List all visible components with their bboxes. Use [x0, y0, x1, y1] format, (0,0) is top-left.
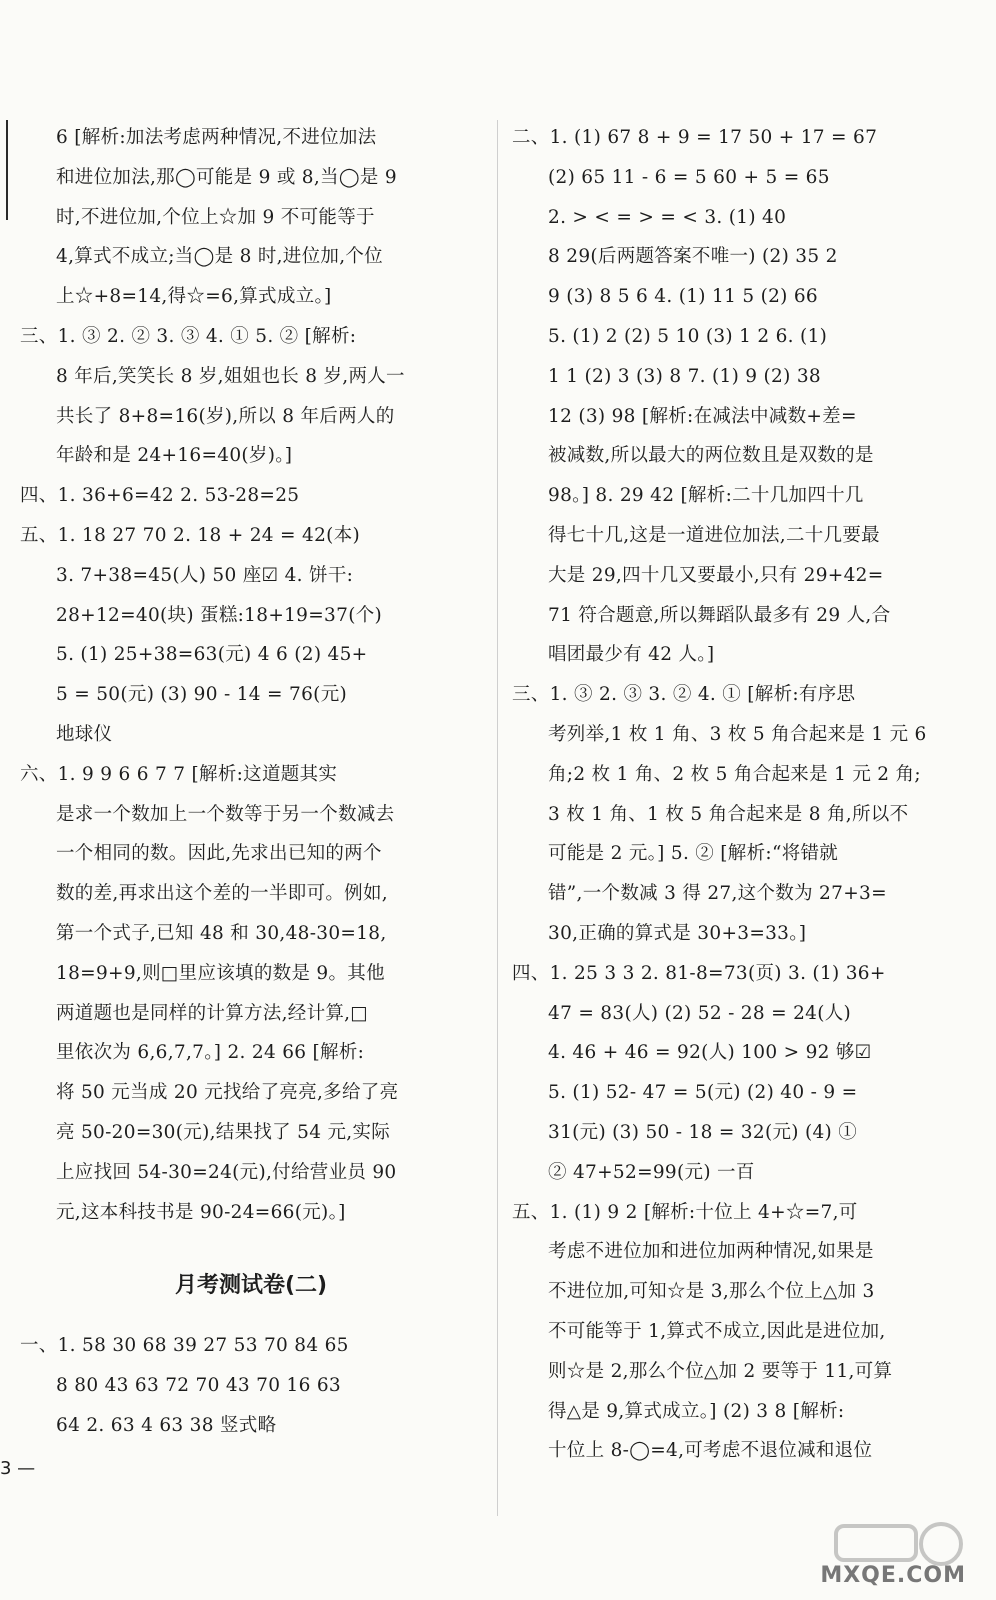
text-line: 亮 50-20=30(元),结果找了 54 元,实际 [56, 1121, 391, 1143]
text-line: 年龄和是 24+16=40(岁)。] [56, 445, 293, 467]
section-five-line: 五、1. (1) 9 2 [解析:十位上 4+☆=7,可 [512, 1201, 858, 1223]
section-four-line: 四、1. 36+6=42 2. 53-28=25 [20, 485, 300, 507]
text-line: 被减数,所以最大的两位数且是双数的是 [548, 445, 874, 467]
text-line: 考虑不进位加和进位加两种情况,如果是 [548, 1241, 874, 1263]
text-line: 31(元) (3) 50 - 18 = 32(元) (4) ① [548, 1121, 858, 1143]
text-line: 1 1 (2) 3 (3) 8 7. (1) 9 (2) 38 [548, 365, 821, 387]
text-line: 5. (1) 2 (2) 5 10 (3) 1 2 6. (1) [548, 325, 828, 347]
text-line: 第一个式子,已知 48 和 30,48-30=18, [56, 922, 387, 944]
text-line: 元,这本科技书是 90-24=66(元)。] [56, 1201, 346, 1223]
text-line: 8 年后,笑笑长 8 岁,姐姐也长 8 岁,两人一 [56, 365, 405, 387]
section-two-line: 二、1. (1) 67 8 + 9 = 17 50 + 17 = 67 [512, 127, 878, 148]
text-line: 64 2. 63 4 63 38 竖式略 [56, 1414, 277, 1436]
text-line: 6 [解析:加法考虑两种情况,不进位加法 [56, 127, 377, 148]
text-line: 不可能等于 1,算式不成立,因此是进位加, [548, 1320, 886, 1342]
text-line: 大是 29,四十几又要最小,只有 29+42= [548, 564, 884, 586]
text-line: 地球仪 [56, 723, 113, 745]
text-line: 错”,一个数减 3 得 27,这个数为 27+3= [548, 883, 887, 905]
text-line: 18=9+9,则□里应该填的数是 9。其他 [56, 962, 385, 984]
text-line: 考列举,1 枚 1 角、3 枚 5 角合起来是 1 元 6 [548, 723, 927, 745]
text-line: 角;2 枚 1 角、2 枚 5 角合起来是 1 元 2 角; [548, 763, 921, 785]
text-line: 十位上 8-◯=4,可考虑不退位减和退位 [548, 1440, 873, 1462]
text-line: 3 枚 1 角、1 枚 5 角合起来是 8 角,所以不 [548, 803, 909, 825]
text-line: 是求一个数加上一个数等于另一个数减去 [56, 803, 395, 825]
text-line: 8 29(后两题答案不唯一) (2) 35 2 [548, 246, 838, 268]
right-column [512, 118, 982, 1471]
text-line: 得七十几,这是一道进位加法,二十几要最 [548, 524, 880, 546]
text-line: 则☆是 2,那么个位△加 2 要等于 11,可算 [548, 1360, 893, 1382]
text-line: 时,不进位加,个位上☆加 9 不可能等于 [56, 206, 375, 228]
watermark-text: MXQE.COM [820, 1563, 966, 1588]
column-divider [497, 120, 498, 1516]
text-line: 数的差,再求出这个差的一半即可。例如, [56, 883, 388, 905]
text-line: 两道题也是同样的计算方法,经计算,□ [56, 1002, 369, 1024]
text-line: 98。] 8. 29 42 [解析:二十几加四十几 [548, 485, 864, 507]
text-line: 8 80 43 63 72 70 43 70 16 63 [56, 1375, 341, 1397]
text-line: 30,正确的算式是 30+3=33。] [548, 922, 807, 944]
text-line: 4,算式不成立;当◯是 8 时,进位加,个位 [56, 246, 383, 268]
section-one-line: 一、1. 58 30 68 39 27 53 70 84 65 [20, 1335, 349, 1357]
text-line: 和进位加法,那◯可能是 9 或 8,当◯是 9 [56, 166, 397, 188]
text-line: 4. 46 + 46 = 92(人) 100 > 92 够☑ [548, 1042, 872, 1064]
text-line: 9 (3) 8 5 6 4. (1) 11 5 (2) 66 [548, 286, 819, 308]
page-number: 3 — [0, 1458, 36, 1479]
section-three-line: 三、1. ③ 2. ② 3. ③ 4. ① 5. ② [解析: [20, 325, 357, 347]
text-line: 2. > < = > = < 3. (1) 40 [548, 206, 787, 228]
left-column [20, 118, 482, 1446]
section-heading: 月考测试卷(二) [174, 1273, 328, 1299]
text-line: 71 符合题意,所以舞蹈队最多有 29 人,合 [548, 604, 891, 626]
text-line: 12 (3) 98 [解析:在减法中减数+差= [548, 405, 857, 427]
text-line: 47 = 83(人) (2) 52 - 28 = 24(人) [548, 1002, 852, 1024]
section-five-line: 五、1. 18 27 70 2. 18 + 24 = 42(本) [20, 524, 361, 546]
margin-rule [6, 120, 8, 220]
text-line: 一个相同的数。因此,先求出已知的两个 [56, 843, 382, 865]
text-line: 可能是 2 元。] 5. ② [解析:“将错就 [548, 843, 839, 865]
text-line: 上应找回 54-30=24(元),付给营业员 90 [56, 1161, 397, 1183]
text-line: 里依次为 6,6,7,7。] 2. 24 66 [解析: [56, 1042, 365, 1064]
section-six-line: 六、1. 9 9 6 6 7 7 [解析:这道题其实 [20, 763, 338, 785]
text-line: 唱团最少有 42 人。] [548, 644, 715, 666]
text-line: (2) 65 11 - 6 = 5 60 + 5 = 65 [548, 166, 830, 188]
text-line: 5. (1) 52- 47 = 5(元) (2) 40 - 9 = [548, 1082, 858, 1104]
text-line: 5. (1) 25+38=63(元) 4 6 (2) 45+ [56, 644, 368, 666]
section-three-line: 三、1. ③ 2. ③ 3. ② 4. ① [解析:有序思 [512, 684, 856, 706]
text-line: ② 47+52=99(元) 一百 [548, 1161, 755, 1183]
text-line: 3. 7+38=45(人) 50 座☑ 4. 饼干: [56, 564, 354, 586]
text-line: 28+12=40(块) 蛋糕:18+19=37(个) [56, 604, 383, 626]
text-line: 上☆+8=14,得☆=6,算式成立。] [56, 286, 332, 308]
text-line: 5 = 50(元) (3) 90 - 14 = 76(元) [56, 684, 348, 706]
text-line: 得△是 9,算式成立。] (2) 3 8 [解析: [548, 1400, 845, 1422]
section-four-line: 四、1. 25 3 3 2. 81-8=73(页) 3. (1) 36+ [512, 962, 886, 984]
text-line: 不进位加,可知☆是 3,那么个位上△加 3 [548, 1281, 875, 1303]
text-line: 共长了 8+8=16(岁),所以 8 年后两人的 [56, 405, 395, 427]
text-line: 将 50 元当成 20 元找给了亮亮,多给了亮 [56, 1082, 399, 1104]
